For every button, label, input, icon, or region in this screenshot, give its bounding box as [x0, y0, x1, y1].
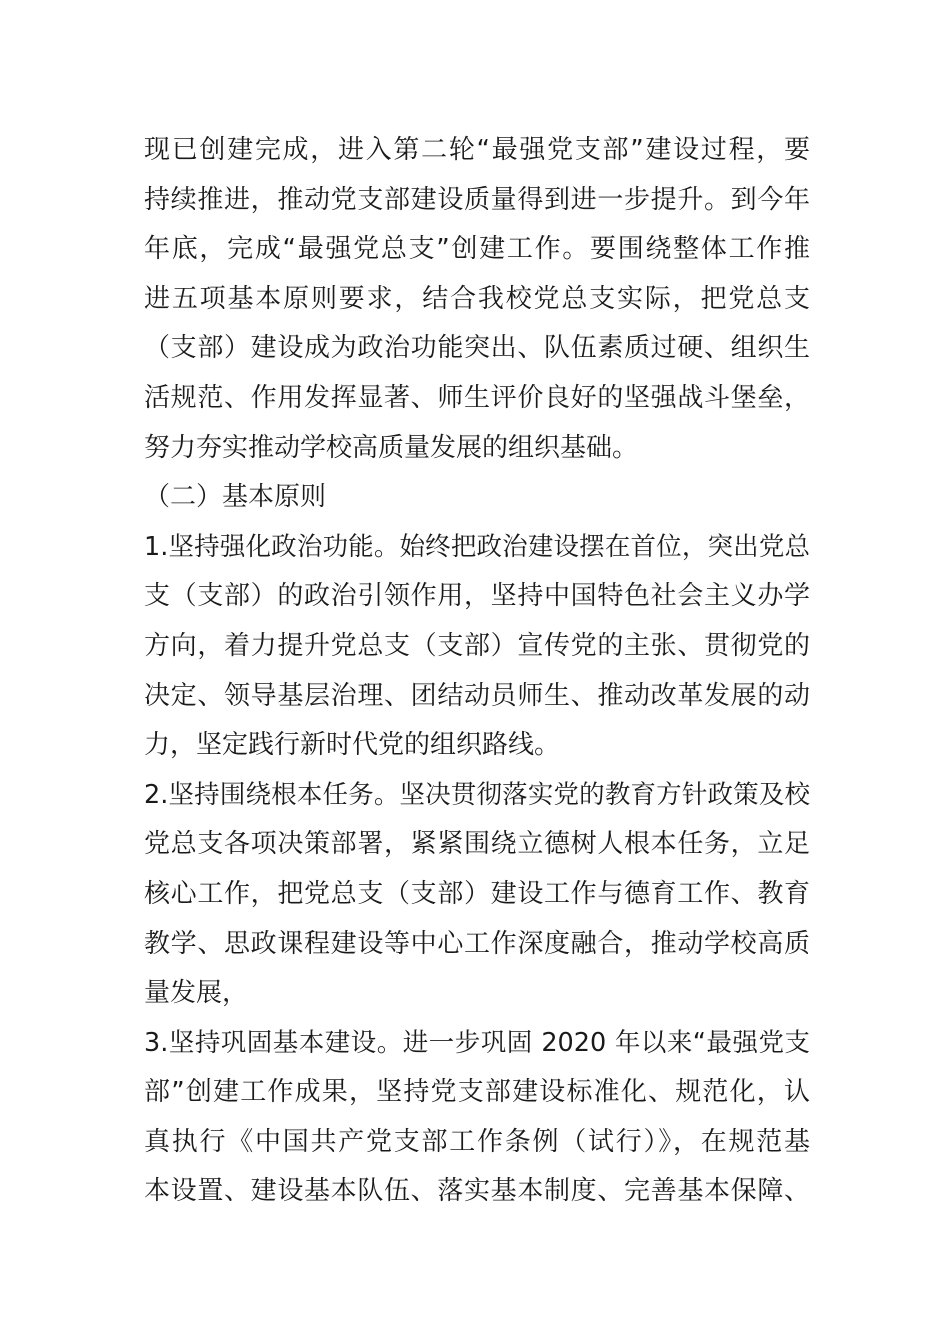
text-line: 努力夯实推动学校高质量发展的组织基础。	[144, 432, 639, 463]
text-line: 活规范、作用发挥显著、师生评价良好的坚强战斗堡垒，	[144, 382, 810, 413]
text-line: 本设置、建设基本队伍、落实基本制度、完善基本保障、	[144, 1176, 810, 1207]
text-line: 核心工作，把党总支（支部）建设工作与德育工作、教育	[144, 878, 810, 909]
section-heading: （二）基本原则	[144, 482, 327, 513]
text-line: 1.坚持强化政治功能。始终把政治建设摆在首位，突出党总	[144, 531, 810, 562]
text-line: 持续推进，推动党支部建设质量得到进一步提升。到今年	[144, 184, 810, 215]
text-line: 3.坚持巩固基本建设。进一步巩固 2020 年以来“最强党支	[144, 1027, 810, 1058]
text-line: 支（支部）的政治引领作用，坚持中国特色社会主义办学	[144, 581, 810, 612]
text-line: 真执行《中国共产党支部工作条例（试行）》，在规范基	[144, 1126, 810, 1157]
text-line: 进五项基本原则要求，结合我校党总支实际，把党总支	[144, 283, 810, 314]
text-line: 教学、思政课程建设等中心工作深度融合，推动学校高质	[144, 928, 810, 959]
body-text	[144, 126, 810, 1217]
text-line: 决定、领导基层治理、团结动员师生、推动改革发展的动	[144, 680, 810, 711]
text-line: （支部）建设成为政治功能突出、队伍素质过硬、组织生	[144, 333, 810, 364]
text-line: 党总支各项决策部署，紧紧围绕立德树人根本任务，立足	[144, 829, 810, 860]
text-line: 年底，完成“最强党总支”创建工作。要围绕整体工作推	[144, 234, 810, 265]
text-line: 部”创建工作成果，坚持党支部建设标准化、规范化，认	[144, 1077, 810, 1108]
text-line: 现已创建完成，进入第二轮“最强党支部”建设过程，要	[144, 135, 810, 165]
text-line: 2.坚持围绕根本任务。坚决贯彻落实党的教育方针政策及校	[144, 779, 810, 810]
text-line: 力，坚定践行新时代党的组织路线。	[144, 730, 561, 761]
text-line: 方向，着力提升党总支（支部）宣传党的主张、贯彻党的	[144, 630, 810, 661]
text-line: 量发展，	[144, 978, 249, 1009]
